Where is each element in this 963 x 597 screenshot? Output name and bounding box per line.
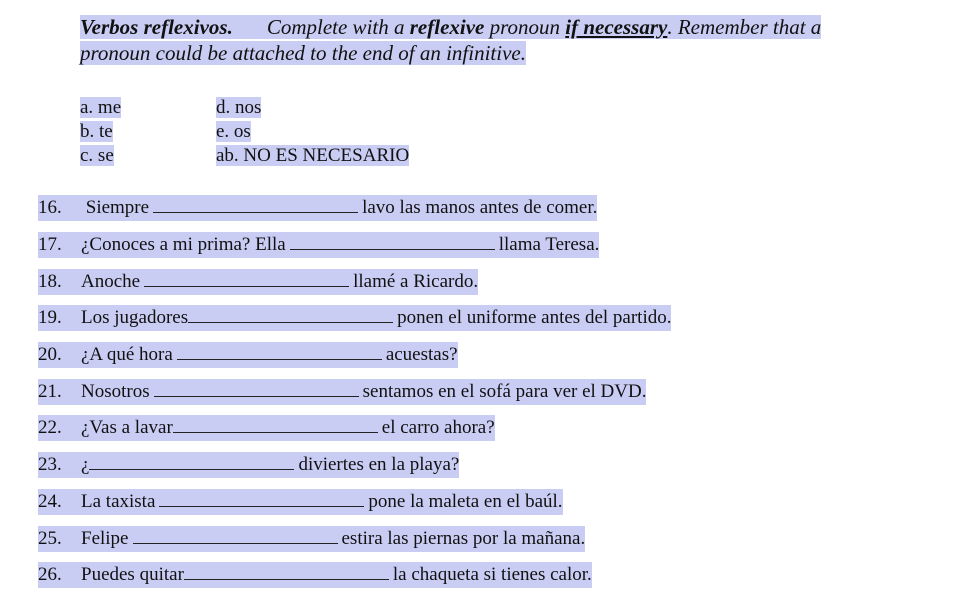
item-continuation: ponen el uniforme antes del partido. — [397, 307, 672, 329]
answer-blank[interactable] — [159, 505, 364, 507]
answer-blank[interactable] — [188, 321, 393, 323]
exercise-item — [38, 190, 738, 227]
option-row — [80, 96, 409, 120]
answer-blank[interactable] — [89, 468, 294, 470]
exercise-item — [38, 484, 738, 521]
item-number: 19. — [38, 307, 62, 329]
item-continuation: estira las piernas por la mañana. — [341, 527, 586, 549]
pronoun-options — [80, 96, 409, 168]
option-e: e. os — [216, 121, 251, 142]
item-prompt: ¿Conoces a mi prima? Ella — [81, 234, 286, 256]
item-prompt: Los jugadores — [81, 307, 189, 329]
answer-blank[interactable] — [184, 578, 389, 580]
instructions — [80, 14, 890, 66]
item-continuation: pone la maleta en el baúl. — [368, 490, 563, 512]
item-number: 18. — [38, 270, 62, 292]
exercise-item — [38, 447, 738, 484]
item-number: 20. — [38, 344, 62, 366]
item-prompt: ¿ — [81, 454, 90, 476]
answer-blank[interactable] — [153, 211, 358, 213]
exercise-item — [38, 300, 738, 337]
exercise-item — [38, 557, 738, 594]
item-prompt: ¿Vas a lavar — [81, 417, 173, 439]
item-continuation: lavo las manos antes de comer. — [362, 197, 598, 219]
item-prompt: ¿A qué hora — [81, 344, 173, 366]
item-continuation: llama Teresa. — [498, 234, 600, 256]
option-d: d. nos — [216, 97, 262, 118]
section-title: Verbos reflexivos. — [80, 15, 233, 39]
instructions-text: Verbos reflexivos. Complete with a reflexive pronoun if necessary. Remember that a pronoun could be attached to the end of an infinitive. — [80, 15, 822, 65]
answer-blank[interactable] — [144, 285, 349, 287]
option-b: b. te — [80, 121, 113, 142]
exercise-item — [38, 337, 738, 374]
exercise-item — [38, 227, 738, 264]
item-continuation: diviertes en la playa? — [298, 454, 460, 476]
exercise-item — [38, 410, 738, 447]
item-number: 17. — [38, 234, 62, 256]
item-prompt: Puedes quitar — [81, 564, 184, 586]
item-prompt: Felipe — [81, 527, 129, 549]
exercise-item — [38, 263, 738, 300]
item-number: 24. — [38, 490, 62, 512]
item-continuation: la chaqueta si tienes calor. — [392, 564, 592, 586]
item-continuation: sentamos en el sofá para ver el DVD. — [362, 380, 647, 402]
item-prompt: La taxista — [81, 490, 156, 512]
item-prompt: Siempre — [81, 197, 150, 219]
item-number: 26. — [38, 564, 62, 586]
item-number: 16. — [38, 197, 62, 219]
option-a: a. me — [80, 97, 122, 118]
item-number: 22. — [38, 417, 62, 439]
exercise-list — [38, 190, 738, 594]
answer-blank[interactable] — [154, 395, 359, 397]
option-row — [80, 120, 409, 144]
option-c: c. se — [80, 145, 114, 166]
answer-blank[interactable] — [177, 358, 382, 360]
answer-blank[interactable] — [173, 431, 378, 433]
option-row — [80, 144, 409, 168]
answer-blank[interactable] — [133, 542, 338, 544]
item-continuation: el carro ahora? — [381, 417, 495, 439]
item-number: 23. — [38, 454, 62, 476]
item-continuation: llamé a Ricardo. — [353, 270, 479, 292]
answer-blank[interactable] — [290, 248, 495, 250]
item-prompt: Nosotros — [81, 380, 150, 402]
item-prompt: Anoche — [81, 270, 141, 292]
exercise-item — [38, 520, 738, 557]
item-continuation: acuestas? — [385, 344, 458, 366]
option-ab: ab. NO ES NECESARIO — [216, 145, 410, 166]
exercise-item — [38, 373, 738, 410]
item-number: 25. — [38, 527, 62, 549]
item-number: 21. — [38, 380, 62, 402]
